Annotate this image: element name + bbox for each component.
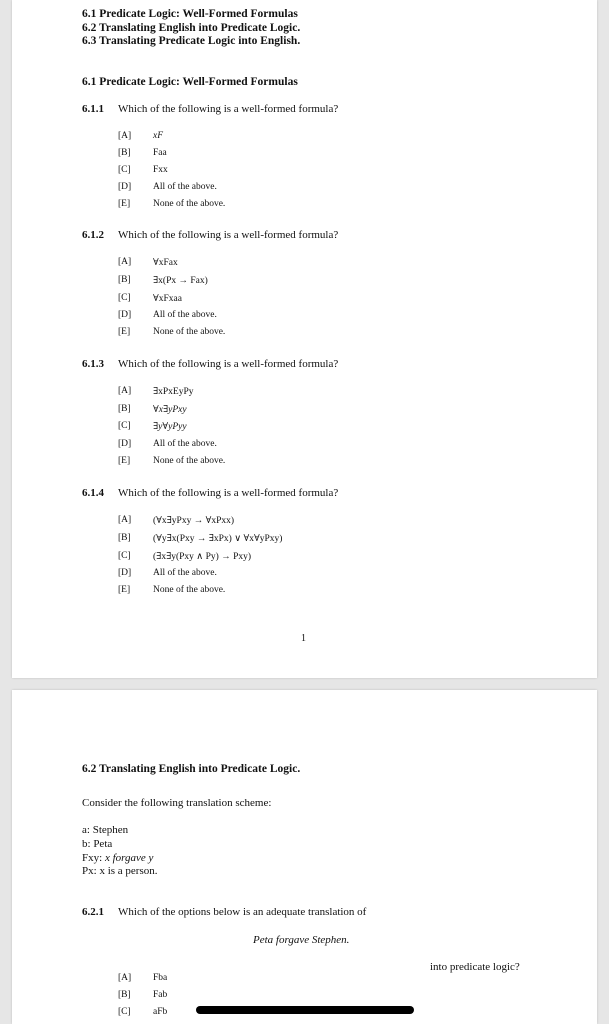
option-text: All of the above. <box>153 310 217 320</box>
option-letter: [B] <box>118 148 131 158</box>
option-letter: [A] <box>118 515 132 525</box>
option-letter: [D] <box>118 310 132 320</box>
section-heading: 6.1 Predicate Logic: Well-Formed Formulas <box>82 76 298 88</box>
option-text: (∀x∃yPxy → ∀xPxx) <box>153 516 235 526</box>
option-text: ∃x(Px → Fax) <box>153 276 208 286</box>
option-letter: [E] <box>118 585 131 595</box>
question-number: 6.1.2 <box>82 229 104 241</box>
option-text: ∃xPxEyPy <box>153 387 194 397</box>
toc-line-1: 6.1 Predicate Logic: Well-Formed Formulas <box>82 8 298 20</box>
document-page-1 <box>12 0 597 678</box>
scheme-line-fxy: Fxy: x forgave y <box>82 852 154 864</box>
option-text: Fba <box>153 973 168 983</box>
option-text: All of the above. <box>153 182 217 192</box>
option-text: Fxx <box>153 165 168 175</box>
question-text: Which of the following is a well-formed formula? <box>118 229 339 241</box>
option-text: aFb <box>153 1007 168 1017</box>
option-text: xF <box>153 131 164 141</box>
toc-line-3: 6.3 Translating Predicate Logic into English. <box>82 35 301 47</box>
option-letter: [B] <box>118 990 131 1000</box>
option-text: None of the above. <box>153 585 226 595</box>
option-text: ∀xFxaa <box>153 294 182 304</box>
option-letter: [D] <box>118 182 132 192</box>
scheme-line-px: Px: x is a person. <box>82 865 158 877</box>
option-letter: [E] <box>118 199 131 209</box>
option-text: None of the above. <box>153 327 226 337</box>
option-text: ∃y∀yPyy <box>153 422 187 432</box>
option-text: None of the above. <box>153 456 226 466</box>
scheme-intro: Consider the following translation scheme: <box>82 797 272 809</box>
question-text: Which of the options below is an adequate translation of <box>118 906 367 918</box>
toc-line-2: 6.2 Translating English into Predicate Logic. <box>82 22 301 34</box>
option-letter: [D] <box>118 568 132 578</box>
option-letter: [E] <box>118 327 131 337</box>
section-heading: 6.2 Translating English into Predicate Logic. <box>82 763 301 775</box>
option-letter: [C] <box>118 293 131 303</box>
question-number: 6.2.1 <box>82 906 104 918</box>
option-letter: [C] <box>118 1007 131 1017</box>
option-letter: [A] <box>118 386 132 396</box>
question-text: Which of the following is a well-formed formula? <box>118 103 339 115</box>
question-tail: into predicate logic? <box>430 961 520 973</box>
scheme-line-b: b: Peta <box>82 838 113 850</box>
option-letter: [A] <box>118 973 132 983</box>
option-letter: [B] <box>118 275 131 285</box>
question-sentence: Peta forgave Stephen. <box>253 934 350 946</box>
option-letter: [C] <box>118 421 131 431</box>
scheme-line-a: a: Stephen <box>82 824 129 836</box>
question-number: 6.1.3 <box>82 358 104 370</box>
option-letter: [E] <box>118 456 131 466</box>
document-page-2 <box>12 690 597 1024</box>
option-text: ∀x∃yPxy <box>153 405 187 415</box>
option-text: (∃x∃y(Pxy ∧ Py) → Pxy) <box>153 552 252 562</box>
option-text: All of the above. <box>153 439 217 449</box>
question-number: 6.1.1 <box>82 103 104 115</box>
option-text: (∀y∃x(Pxy → ∃xPx) ∨ ∀x∀yPxy) <box>153 534 283 544</box>
option-text: Faa <box>153 148 167 158</box>
option-text: Fab <box>153 990 168 1000</box>
option-letter: [C] <box>118 165 131 175</box>
option-letter: [B] <box>118 404 131 414</box>
question-text: Which of the following is a well-formed formula? <box>118 487 339 499</box>
option-letter: [A] <box>118 131 132 141</box>
question-text: Which of the following is a well-formed formula? <box>118 358 339 370</box>
option-letter: [C] <box>118 551 131 561</box>
option-text: ∀xFax <box>153 258 178 268</box>
option-text: None of the above. <box>153 199 226 209</box>
redaction-bar <box>196 1006 414 1014</box>
option-letter: [B] <box>118 533 131 543</box>
option-letter: [D] <box>118 439 132 449</box>
question-number: 6.1.4 <box>82 487 104 499</box>
page-number: 1 <box>301 633 306 644</box>
option-letter: [A] <box>118 257 132 267</box>
option-text: All of the above. <box>153 568 217 578</box>
